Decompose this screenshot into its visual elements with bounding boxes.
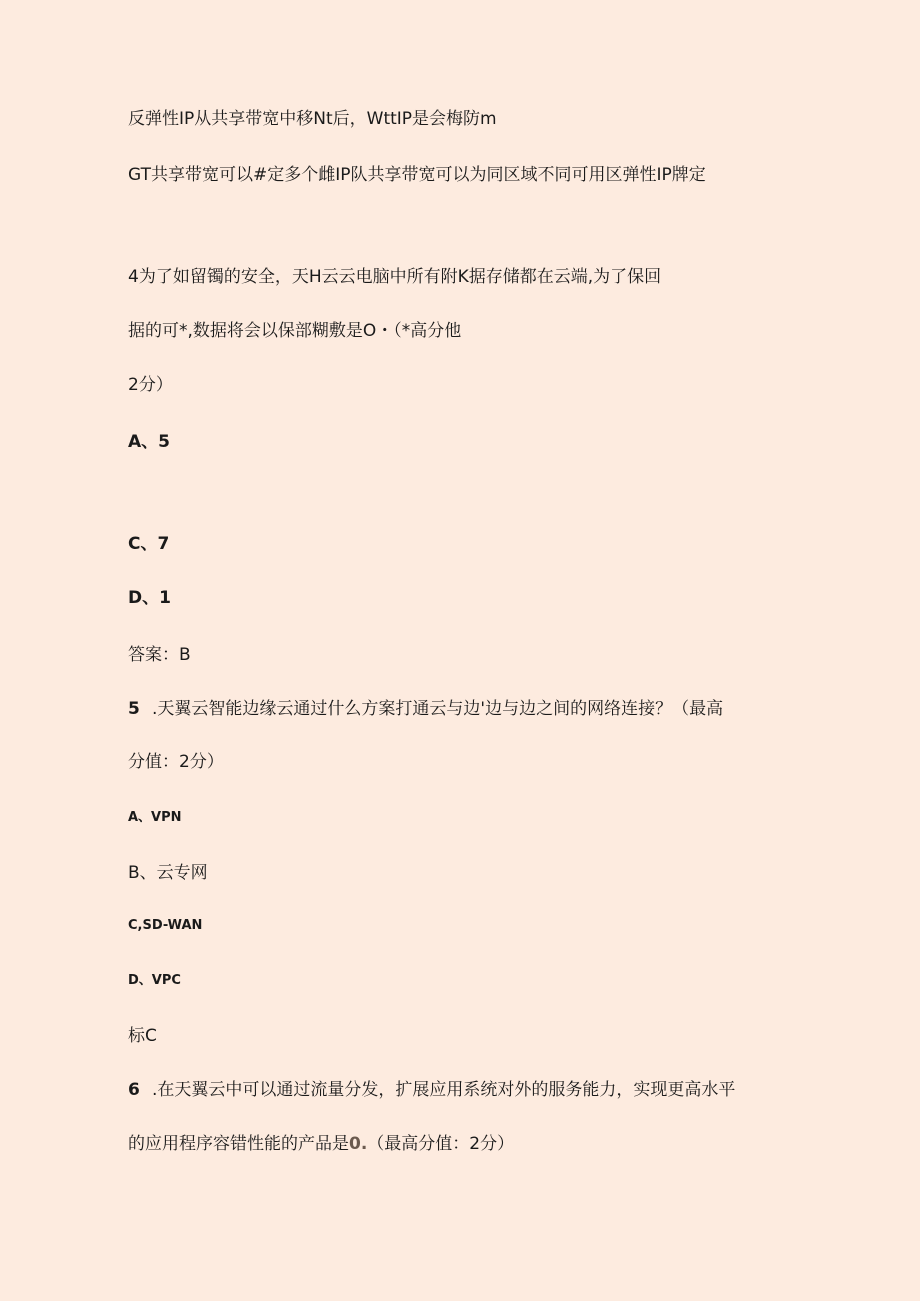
- question-5-line-1: [128, 698, 723, 720]
- question-5-option-b: B、云专网: [128, 863, 208, 883]
- question-4-answer: 答案：B: [128, 645, 191, 665]
- question-6-text: .在天翼云中可以通过流量分发，扩展应用系统对外的服务能力，实现更高水平: [152, 1080, 736, 1100]
- text-line-shared-bandwidth: GT共享带宽可以#定多个雌IP队共享带宽可以为同区域不同可用区弹性IP牌定: [128, 165, 706, 185]
- question-6-number: 6: [128, 1080, 140, 1100]
- question-5-number: 5: [128, 699, 140, 719]
- question-4-line-1: 4为了如留镯的安全，天H云云电脑中所有附K据存储都在云端,为了保回: [128, 267, 662, 287]
- question-5-text: .天翼云智能边缘云通过什么方案打通云与边'边与边之间的网络连接？（最高: [152, 699, 724, 719]
- question-4-line-3: 2分）: [128, 375, 173, 395]
- question-4-line-2: 据的可*,数据将会以保部糊敷是O・（*高分他: [128, 321, 462, 341]
- question-6-line-1: [128, 1079, 735, 1101]
- question-6-line-2: [128, 1133, 514, 1155]
- text-line-eip-removal: 反弹性IP从共享带宽中移Nt后，WttIP是会梅防m: [128, 109, 497, 129]
- question-5-line-2: 分值：2分）: [128, 752, 224, 772]
- question-4-option-d: D、1: [128, 588, 171, 608]
- question-5-answer: 标C: [128, 1026, 157, 1046]
- question-5-option-c: C,SD-WAN: [128, 918, 203, 933]
- question-5-option-d: D、VPC: [128, 973, 181, 988]
- question-5-option-a: A、VPN: [128, 810, 182, 825]
- question-4-option-c: C、7: [128, 534, 170, 554]
- question-6-text-part-a: 的应用程序容错性能的产品是: [128, 1134, 349, 1154]
- question-4-option-a: A、5: [128, 432, 170, 452]
- question-6-text-part-c: （最高分值：2分）: [367, 1134, 515, 1154]
- question-6-blank: 0.: [349, 1134, 368, 1154]
